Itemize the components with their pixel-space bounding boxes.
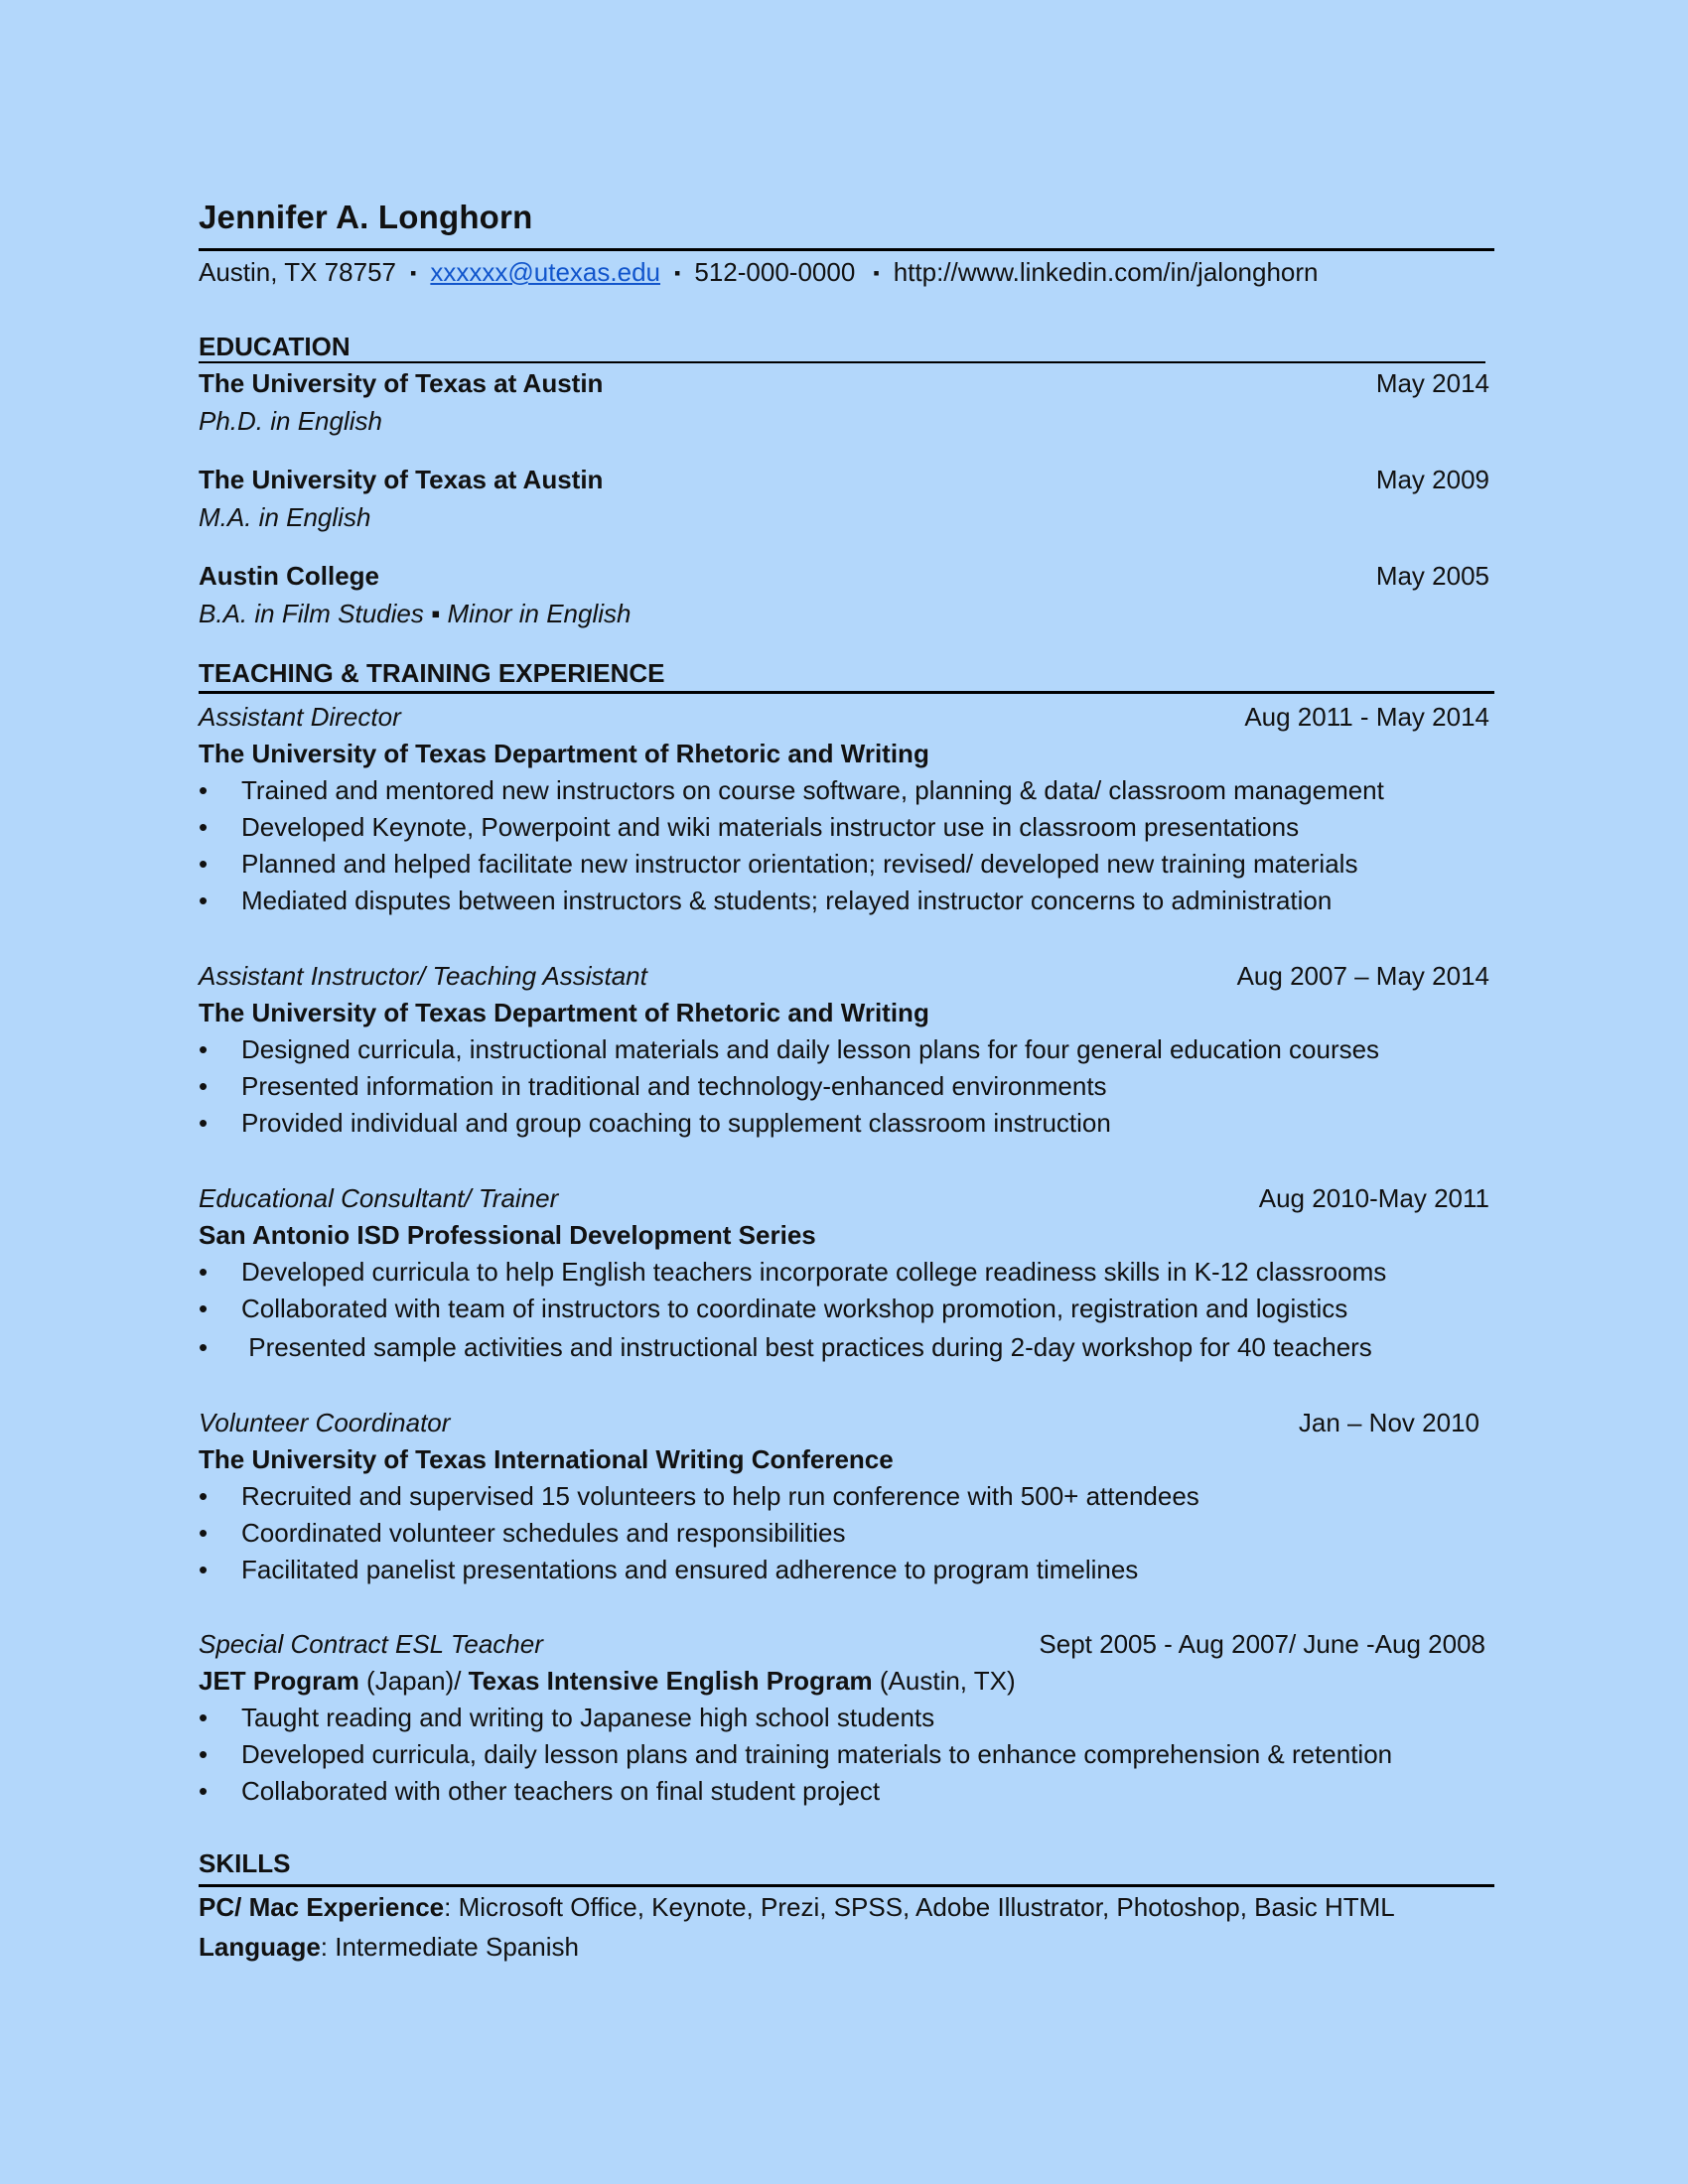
skills-divider bbox=[199, 1884, 1494, 1887]
separator-icon: ▪ bbox=[410, 263, 417, 283]
bullet-icon: • bbox=[199, 1481, 209, 1511]
job-header bbox=[199, 961, 1489, 992]
separator-icon: ▪ bbox=[674, 263, 681, 283]
skill-label: PC/ Mac Experience bbox=[199, 1892, 445, 1922]
job-date: Sept 2005 - Aug 2007/ June -Aug 2008 bbox=[1039, 1629, 1485, 1659]
education-date: May 2009 bbox=[1375, 465, 1489, 494]
experience-divider bbox=[199, 691, 1494, 694]
skills-heading: SKILLS bbox=[199, 1848, 291, 1878]
education-date: May 2005 bbox=[1375, 561, 1489, 591]
location-text: Austin, TX 78757 bbox=[199, 257, 396, 287]
job-title: Volunteer Coordinator bbox=[199, 1408, 451, 1437]
job-header bbox=[199, 1629, 1489, 1660]
school-name: The University of Texas at Austin bbox=[199, 368, 604, 398]
job-title: Assistant Director bbox=[199, 702, 401, 732]
resume-name: Jennifer A. Longhorn bbox=[199, 199, 533, 235]
header-divider bbox=[199, 248, 1494, 251]
bullet-icon: • bbox=[199, 1703, 209, 1732]
skill-line bbox=[199, 1932, 1489, 1963]
education-date: May 2014 bbox=[1375, 368, 1489, 398]
education-entry bbox=[199, 465, 1489, 495]
job-date: Aug 2010-May 2011 bbox=[1258, 1183, 1489, 1213]
job-date: Jan – Nov 2010 bbox=[1298, 1408, 1479, 1437]
bullet-icon: • bbox=[199, 1555, 209, 1584]
bullet-icon: • bbox=[199, 1332, 209, 1362]
skill-line bbox=[199, 1892, 1489, 1923]
job-title: Special Contract ESL Teacher bbox=[199, 1629, 543, 1659]
school-name: The University of Texas at Austin bbox=[199, 465, 604, 494]
job-header bbox=[199, 1408, 1489, 1438]
degree-text: M.A. in English bbox=[199, 502, 371, 532]
job-date: Aug 2007 – May 2014 bbox=[1236, 961, 1489, 991]
bullet-icon: • bbox=[199, 1108, 209, 1138]
email-link[interactable]: xxxxxx@utexas.edu bbox=[430, 257, 660, 287]
degree-text: B.A. in Film Studies ▪ Minor in English bbox=[199, 599, 632, 628]
bullet-icon: • bbox=[199, 812, 209, 842]
degree-text: Ph.D. in English bbox=[199, 406, 382, 436]
linkedin-url: http://www.linkedin.com/in/jalonghorn bbox=[893, 257, 1319, 287]
bullet-icon: • bbox=[199, 1034, 209, 1064]
bullet-icon: • bbox=[199, 1257, 209, 1287]
contact-line bbox=[199, 257, 1318, 288]
job-organization: The University of Texas Department of Rhetoric and Writing bbox=[199, 998, 929, 1027]
bullet-icon: • bbox=[199, 886, 209, 915]
bullet-icon: • bbox=[199, 775, 209, 805]
job-header bbox=[199, 702, 1489, 733]
job-organization: The University of Texas Department of Rhetoric and Writing bbox=[199, 739, 929, 768]
bullet-icon: • bbox=[199, 1518, 209, 1548]
skill-value: : Microsoft Office, Keynote, Prezi, SPSS, Adobe Illustrator, Photoshop, Basic HTML bbox=[444, 1892, 1395, 1922]
education-heading: EDUCATION bbox=[199, 332, 351, 361]
job-organization: The University of Texas International Writing Conference bbox=[199, 1444, 894, 1474]
bullet-icon: • bbox=[199, 1739, 209, 1769]
education-divider bbox=[199, 361, 1485, 363]
school-name: Austin College bbox=[199, 561, 380, 591]
bullet-icon: • bbox=[199, 1294, 209, 1323]
job-title: Educational Consultant/ Trainer bbox=[199, 1183, 559, 1213]
job-title: Assistant Instructor/ Teaching Assistant bbox=[199, 961, 647, 991]
phone-text: 512-000-0000 bbox=[694, 257, 856, 287]
resume-page: Jennifer A. Longhorn Austin, TX 78757 ▪ xxxxxx@utexas.edu ▪ 512-000-0000 ▪ http://www.linkedin.com/in/jalonghorn EDUCATION The University of Texas at Austin May 2014 Ph.D. in English The University of Texas at Austin May 2009 M.A. in English Austin College May 2005 B.A. in Film Studies ▪ Minor in English TEACHING & TRAINING EXPERIENCE Assistant Director Aug 2011 - May 2014 The University of Texas Department of Rhetoric and Writing • Trained and mentored new instructors on course software, planning & data/ classroom management • Developed Keynote, Powerpoint and wiki materials instructor use in classroom presentations • Planned and helped facilitate new instructor orientation; revised/ developed new training materials • Mediated disputes between instructors & students; relayed instructor concerns to administration Assistant Instructor/ Teaching Assistant Aug 2007 – May 2014 The University of Texas Department of Rhetoric and Writing • Designed curricula, instructional materials and daily lesson plans for four general education courses • Presented information in traditional and technology-enhanced environments • Provided individual and group coaching to supplement classroom instruction Educational Consultant/ Trainer Aug 2010-May 2011 San Antonio ISD Professional Development Series • Developed curricula to help English teachers incorporate college readiness skills in K-12 classrooms • Collaborated with team of instructors to coordinate workshop promotion, registration and logistics • Presented sample activities and instructional best practices during 2-day workshop for 40 teachers Volunteer Coordinator Jan – Nov 2010 The University of Texas International Writing Conference • Recruited and supervised 15 volunteers to help run conference with 500+ attendees • Coordinated volunteer schedules and responsibilities • Facilitated panelist presentations and ensured adherence to program timelines Special Contract ESL Teacher Sept 2005 - Aug 2007/ June -Aug 2008 JET Program (Japan)/ Texas Intensive English Program (Austin, TX) • Taught reading and writing to Japanese high school students • Developed curricula, daily lesson plans and training materials to enhance comprehension & retention • Collaborated with other teachers on final student project SKILLS PC/ Mac Experience: Microsoft Office, Keynote, Prezi, SPSS, Adobe Illustrator, Photoshop, Basic HTML Language: Intermediate Spanish bbox=[0, 0, 1688, 2184]
skill-label: Language bbox=[199, 1932, 321, 1962]
bullet-icon: • bbox=[199, 849, 209, 879]
job-organization: JET Program (Japan)/ Texas Intensive English Program (Austin, TX) bbox=[199, 1666, 1016, 1696]
separator-icon: ▪ bbox=[873, 263, 880, 283]
job-organization: San Antonio ISD Professional Development Series bbox=[199, 1220, 816, 1250]
experience-heading: TEACHING & TRAINING EXPERIENCE bbox=[199, 658, 665, 688]
job-date: Aug 2011 - May 2014 bbox=[1244, 702, 1489, 732]
job-header bbox=[199, 1183, 1489, 1214]
skill-value: : Intermediate Spanish bbox=[320, 1932, 579, 1962]
bullet-icon: • bbox=[199, 1776, 209, 1806]
bullet-icon: • bbox=[199, 1071, 209, 1101]
education-entry bbox=[199, 368, 1489, 399]
education-entry bbox=[199, 561, 1489, 592]
